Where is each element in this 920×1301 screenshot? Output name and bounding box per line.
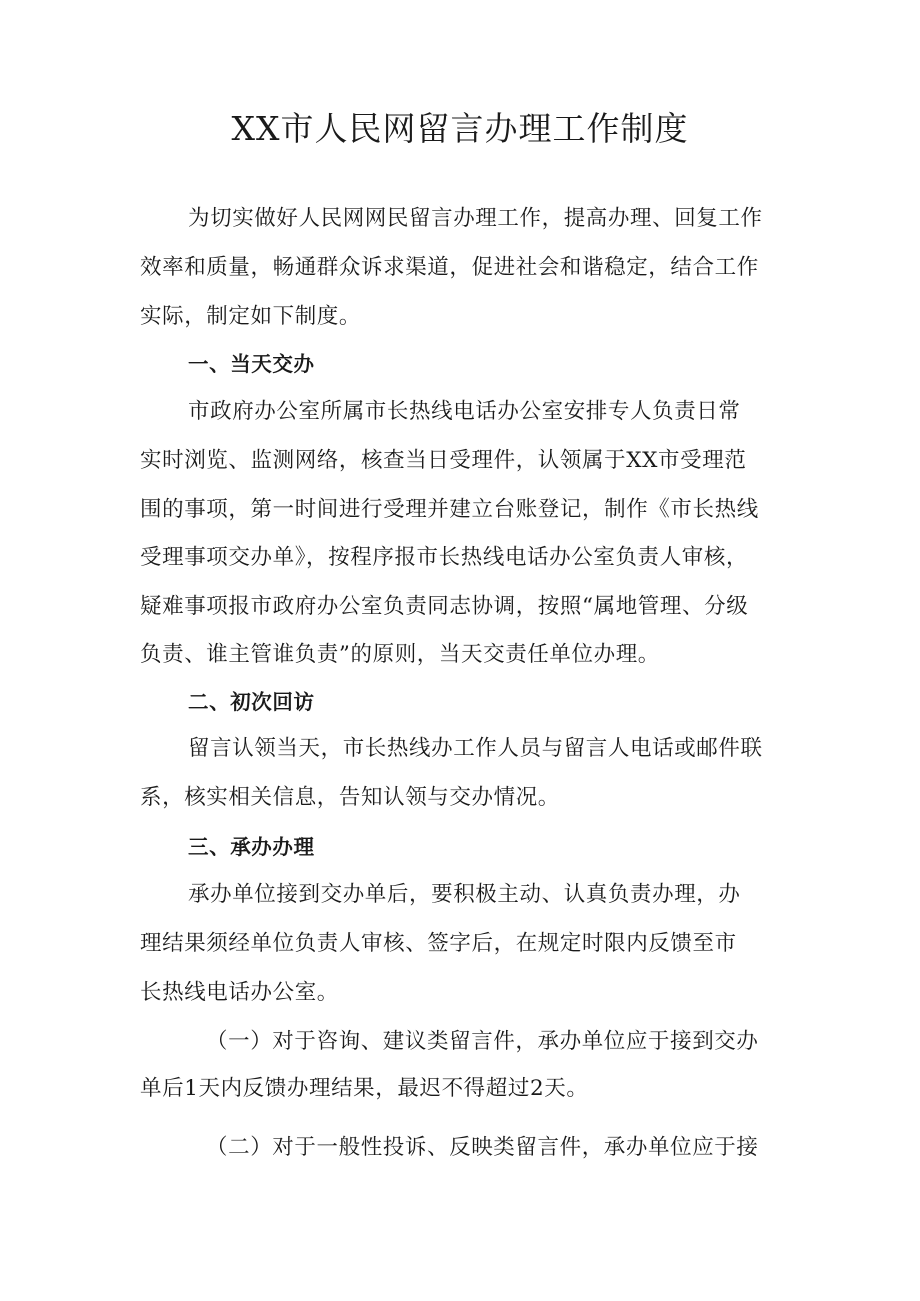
section-heading-3: 三、承办办理 (188, 835, 315, 859)
section-1-line: 市政府办公室所属市长热线电话办公室安排专人负责日常 (188, 399, 741, 424)
section-heading-2: 二、初次回访 (188, 690, 315, 714)
document-title: XX市人民网留言办理工作制度 (231, 109, 689, 148)
paragraph-intro-line: 实际，制定如下制度。 (140, 304, 362, 329)
subsection-1-line: 单后1天内反馈办理结果，最迟不得超过2天。 (140, 1076, 589, 1101)
section-1-line: 实时浏览、监测网络，核查当日受理件，认领属于XX市受理范 (140, 448, 747, 473)
subsection-2-line: （二）对于一般性投诉、反映类留言件，承办单位应于接 (206, 1135, 759, 1160)
section-1-line: 疑难事项报市政府办公室负责同志协调，按照“属地管理、分级 (140, 594, 749, 619)
subsection-1-line: （一）对于咨询、建议类留言件，承办单位应于接到交办 (206, 1029, 759, 1054)
paragraph-intro-line: 为切实做好人民网网民留言办理工作，提高办理、回复工作 (188, 206, 763, 231)
section-3-line: 承办单位接到交办单后，要积极主动、认真负责办理，办 (188, 882, 741, 907)
section-2-line: 系，核实相关信息，告知认领与交办情况。 (140, 785, 560, 810)
section-1-line: 受理事项交办单》，按程序报市长热线电话办公室负责人审核， (140, 545, 749, 570)
paragraph-intro-line: 效率和质量，畅通群众诉求渠道，促进社会和谐稳定，结合工作 (140, 255, 759, 280)
section-1-line: 负责、谁主管谁负责”的原则，当天交责任单位办理。 (140, 642, 660, 667)
section-2-line: 留言认领当天，市长热线办工作人员与留言人电话或邮件联 (188, 736, 763, 761)
section-3-line: 长热线电话办公室。 (140, 980, 339, 1005)
section-1-line: 围的事项，第一时间进行受理并建立台账登记，制作《市长热线 (140, 497, 759, 522)
section-heading-1: 一、当天交办 (188, 352, 315, 376)
section-3-line: 理结果须经单位负责人审核、签字后，在规定时限内反馈至市 (140, 931, 737, 956)
